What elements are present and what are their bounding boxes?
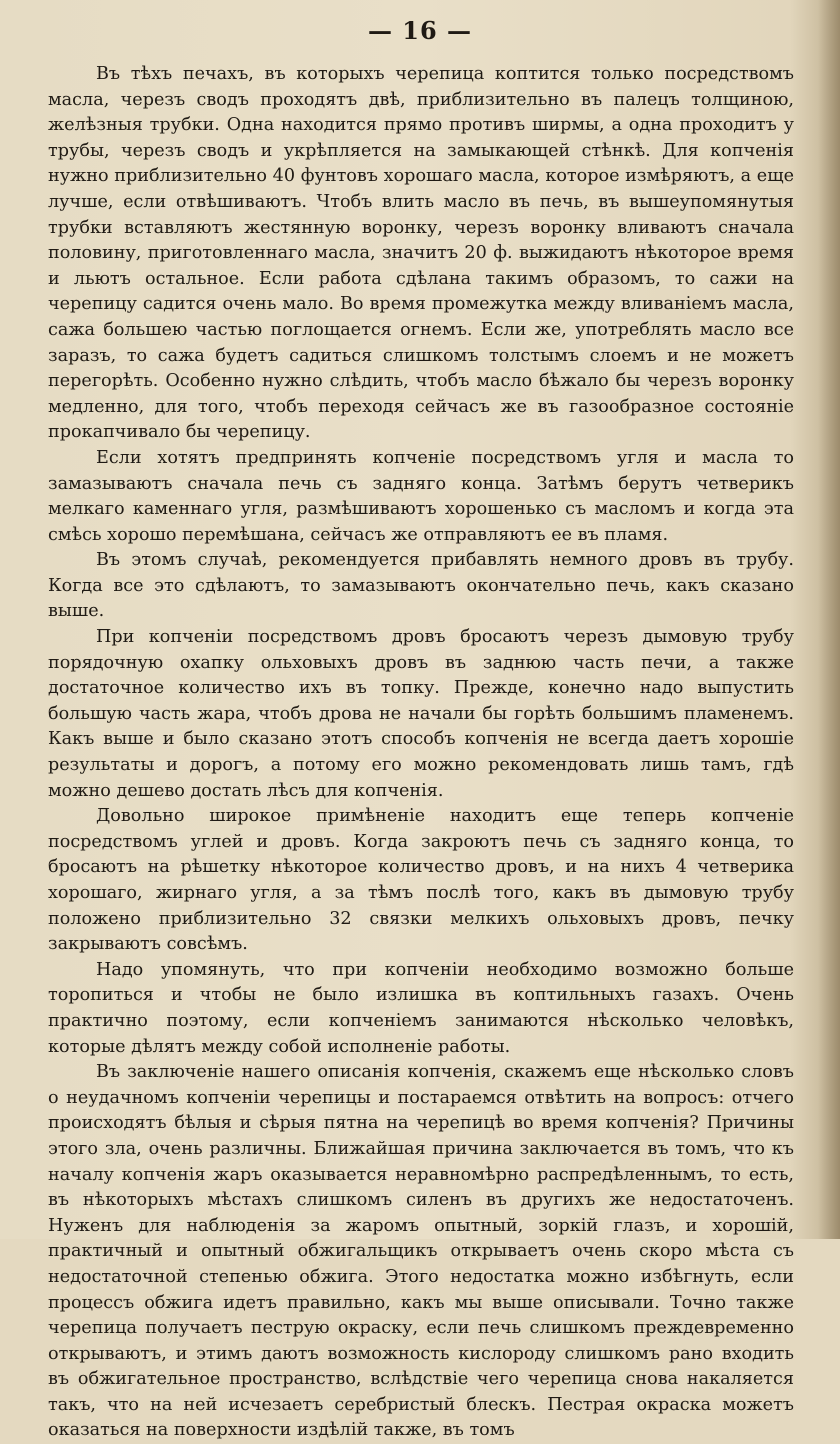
paragraph: Надо упомянуть, что при копченіи необходимо возможно больше торопиться и чтобы не было излишка въ коптильныхъ газахъ. Очень практично поэтому, если копченіемъ занимаются нѣсколько человѣкъ, которые дѣлятъ между собой исполненіе работы. <box>48 959 794 1057</box>
paragraph: Если хотятъ предпринять копченіе посредствомъ угля и масла то замазываютъ сначала печь съ задняго конца. Затѣмъ берутъ четверикъ мелкаго каменнаго угля, размѣшиваютъ хорошенько съ масломъ и когда эта смѣсь хорошо перемѣшана, сейчасъ же отправляютъ ее въ пламя. <box>48 447 794 545</box>
page-number: — 16 — <box>367 16 473 45</box>
paragraph: Въ заключеніе нашего описанія копченія, скажемъ еще нѣсколько словъ о неудачномъ копченіи черепицы и постараемся отвѣтить на вопросъ: отчего происходятъ бѣлыя и сѣрыя пятна на черепицѣ во время копченія? Причины этого зла, очень различны. Ближайшая причина заключается въ томъ, что къ началу копченія жаръ оказывается неравномѣрно распредѣленнымъ, то есть, въ нѣкоторыхъ мѣстахъ слишкомъ силенъ въ другихъ же недостаточенъ. Нуженъ для наблюденія за жаромъ опытный, зоркій глазъ, и хорошій, практичный и опытный обжигальщикъ открываетъ очень скоро мѣста съ недостаточной степенью обжига. Этого недостатка можно избѣгнуть, если процессъ обжига идетъ правильно, какъ мы выше описывали. Точно также черепица получаетъ пеструю окраску, если печь слишкомъ преждевременно открываютъ, и этимъ даютъ возможность кислороду слишкомъ рано входить въ обжигательное пространство, вслѣдствіе чего черепица снова накаляется такъ, что на ней исчезаетъ серебристый блескъ. Пестрая окраска можетъ оказаться на поверхности издѣлій также, въ томъ <box>48 1062 794 1441</box>
page-spine-shadow <box>818 0 840 1239</box>
paragraph: Въ этомъ случаѣ, рекомендуется прибавлять немного дровъ въ трубу. Когда все это сдѣлаютъ, то замазываютъ окончательно печь, какъ сказано выше. <box>48 550 794 622</box>
paragraph: Довольно широкое примѣненіе находитъ еще теперь копченіе посредствомъ углей и дровъ. Когда закроютъ печь съ задняго конца, то бросаютъ на рѣшетку нѣкоторое количество дровъ, и на нихъ 4 четверика хорошаго, жирнаго угля, а за тѣмъ послѣ того, какъ въ дымовую трубу положено приблизительно 32 связки мелкихъ ольховыхъ дровъ, печку закрываютъ совсѣмъ. <box>48 806 794 955</box>
body-text <box>48 62 794 1444</box>
paragraph: При копченіи посредствомъ дровъ бросаютъ черезъ дымовую трубу порядочную охапку ольховыхъ дровъ въ заднюю часть печи, а также достаточное количество ихъ въ топку. Прежде, конечно надо выпустить большую часть жара, чтобъ дрова не начали бы горѣть большимъ пламенемъ. Какъ выше и было сказано этотъ способъ копченія не всегда даетъ хорошіе результаты и дорогъ, а потому его можно рекомендовать лишь тамъ, гдѣ можно дешево достать лѣсъ для копченія. <box>48 627 794 801</box>
paragraph: Въ тѣхъ печахъ, въ которыхъ черепица коптится только посредствомъ масла, черезъ сводъ проходятъ двѣ, приблизительно въ палецъ толщиною, желѣзныя трубки. Одна находится прямо противъ ширмы, а одна проходитъ у трубы, черезъ сводъ и укрѣпляется на замыкающей стѣнкѣ. Для копченія нужно приблизительно 40 фунтовъ хорошаго масла, которое измѣряютъ, а еще лучше, если отвѣшиваютъ. Чтобъ влить масло въ печь, въ вышеупомянутыя трубки вставляютъ жестянную воронку, черезъ воронку вливаютъ сначала половину, приготовленнаго масла, значитъ 20 ф. выжидаютъ нѣкоторое время и льютъ остальное. Если работа сдѣлана такимъ образомъ, то сажи на черепицу садится очень мало. Во время промежутка между вливаніемъ масла, сажа большею частью поглощается огнемъ. Если же, употреблять масло все заразъ, то сажа будетъ садиться слишкомъ толстымъ слоемъ и не можетъ перегорѣть. Особенно нужно слѣдить, чтобъ масло бѣжало бы черезъ воронку медленно, для того, чтобъ переходя сейчасъ же въ газообразное состояніе прокапчивало бы черепицу. <box>48 64 794 443</box>
